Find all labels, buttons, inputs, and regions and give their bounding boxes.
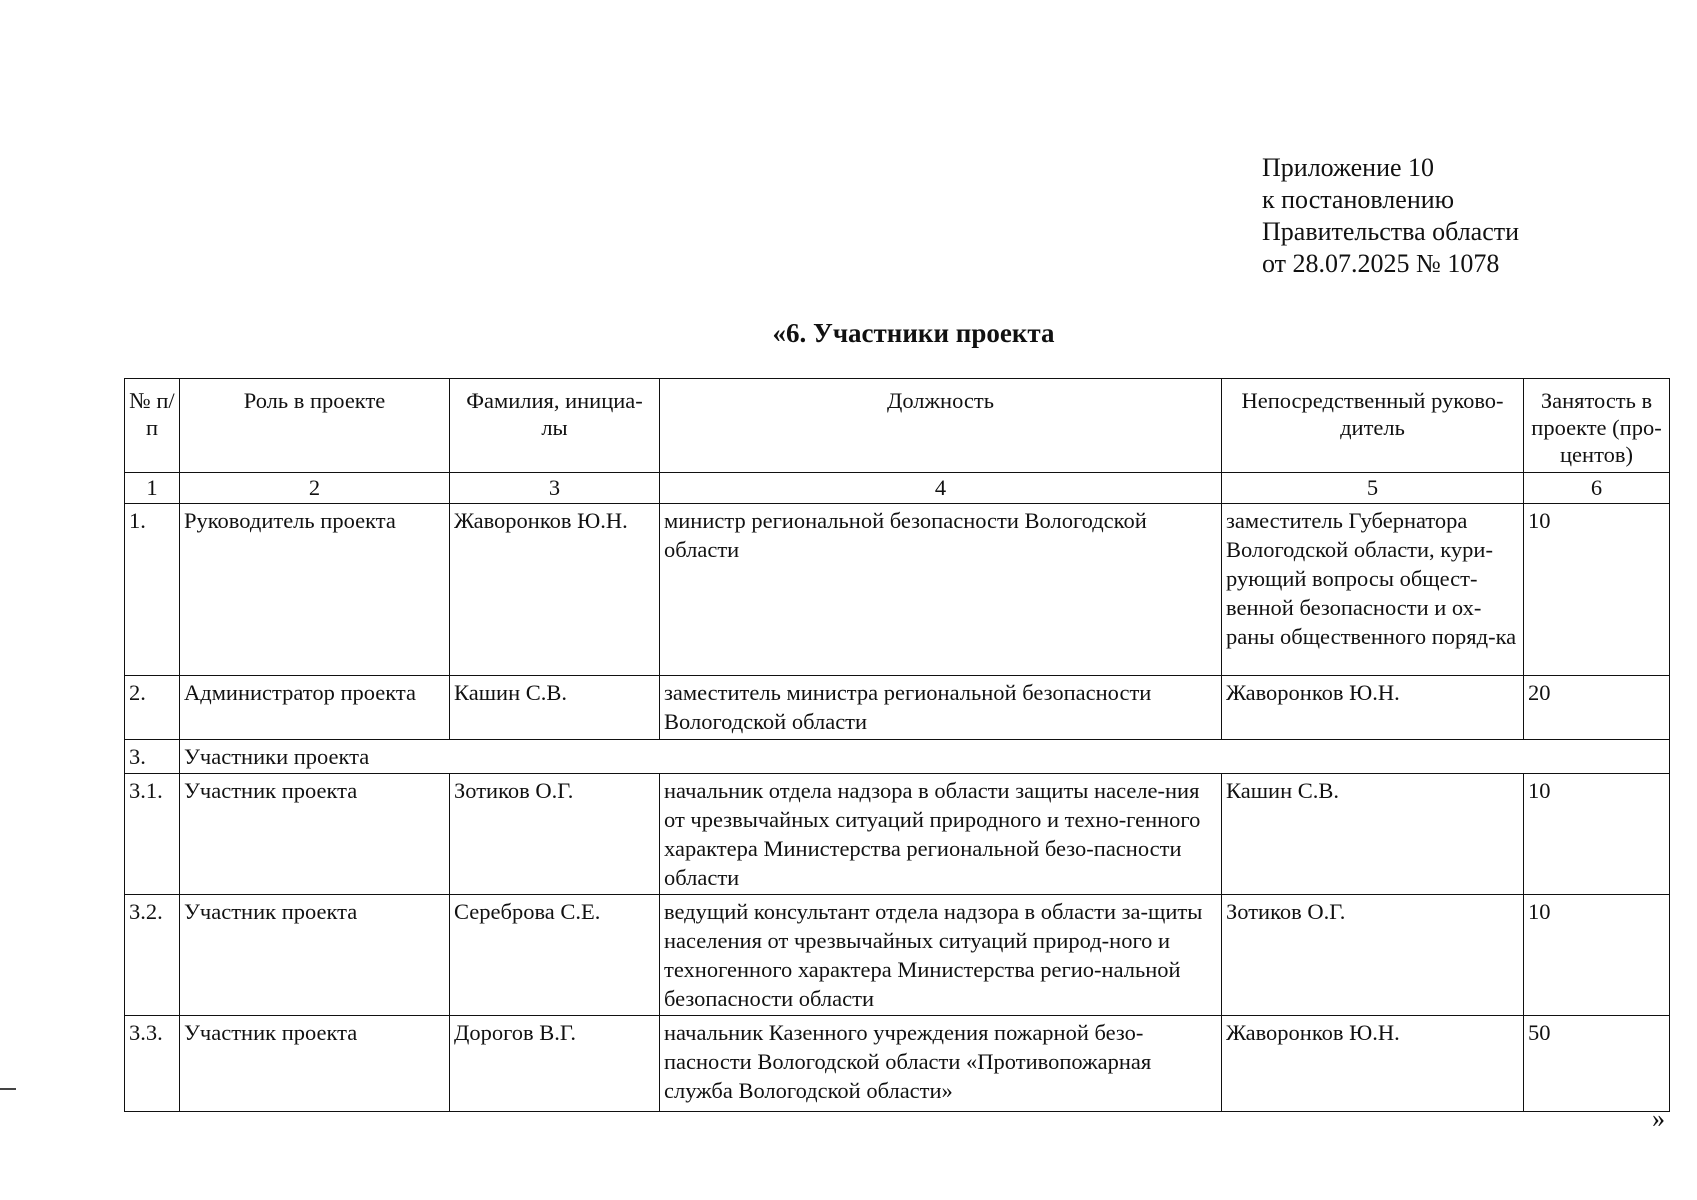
appendix-line-3: Правительства области [1262,217,1520,246]
section-label: Участники проекта [180,740,1670,774]
column-number: 1 [125,473,180,504]
row-supervisor: Кашин С.В. [1222,774,1524,895]
table-row [125,774,1670,895]
row-num: 3.2. [125,895,180,1016]
column-number: 6 [1524,473,1670,504]
appendix-line-1: Приложение 10 [1262,153,1435,182]
page-title: «6. Участники проекта [772,318,1055,348]
row-employment: 20 [1524,676,1670,740]
header-supervisor: Непосредственный руково-дитель [1222,379,1524,473]
row-num: 1. [125,504,180,676]
row-position: ведущий консультант отдела надзора в области за-щиты населения от чрезвычайных ситуаций природ-ного и техногенного характера Министерства регио-нальной безопасности области [660,895,1222,1016]
table-row [125,895,1670,1016]
table-row [125,676,1670,740]
column-number: 4 [660,473,1222,504]
row-role: Руководитель проекта [180,504,450,676]
row-num: 3.3. [125,1016,180,1112]
row-supervisor: Жаворонков Ю.Н. [1222,676,1524,740]
row-role: Участник проекта [180,1016,450,1112]
row-position: заместитель министра региональной безопасности Вологодской области [660,676,1222,740]
row-num: 3.1. [125,774,180,895]
row-supervisor: Зотиков О.Г. [1222,895,1524,1016]
row-position: начальник Казенного учреждения пожарной безо-пасности Вологодской области «Противопожарная служба Вологодской области» [660,1016,1222,1112]
column-number: 3 [450,473,660,504]
row-position: министр региональной безопасности Вологодской области [660,504,1222,676]
column-number: 5 [1222,473,1524,504]
row-name: Кашин С.В. [450,676,660,740]
scan-margin-mark [0,1088,16,1090]
header-name: Фамилия, инициа-лы [450,379,660,473]
row-employment: 10 [1524,504,1670,676]
row-role: Участник проекта [180,774,450,895]
row-name: Зотиков О.Г. [450,774,660,895]
closing-quote: » [1652,1104,1665,1133]
row-position: начальник отдела надзора в области защиты населе-ния от чрезвычайных ситуаций природного и техно-генного характера Министерства региональной безо-пасности области [660,774,1222,895]
row-supervisor: заместитель Губернатора Вологодской области, кури-рующий вопросы общест-венной безопасности и ох-раны общественного поряд-ка [1222,504,1524,676]
header-employment: Занятость в проекте (про-центов) [1524,379,1670,473]
row-role: Участник проекта [180,895,450,1016]
row-employment: 50 [1524,1016,1670,1112]
row-employment: 10 [1524,895,1670,1016]
appendix-line-4: от 28.07.2025 № 1078 [1262,249,1500,278]
row-supervisor: Жаворонков Ю.Н. [1222,1016,1524,1112]
row-name: Дорогов В.Г. [450,1016,660,1112]
row-num: 2. [125,676,180,740]
column-number: 2 [180,473,450,504]
participants-table [124,378,1670,1112]
row-name: Жаворонков Ю.Н. [450,504,660,676]
table-row [125,1016,1670,1112]
row-employment: 10 [1524,774,1670,895]
header-num: № п/п [125,379,180,473]
row-num: 3. [125,740,180,774]
header-position: Должность [660,379,1222,473]
header-role: Роль в проекте [180,379,450,473]
row-role: Администратор проекта [180,676,450,740]
row-name: Сереброва С.Е. [450,895,660,1016]
table-header-row [125,379,1670,473]
section-row [125,740,1670,774]
appendix-line-2: к постановлению [1262,185,1455,214]
table-row [125,504,1670,676]
appendix-block [1262,152,1519,280]
column-number-row [125,473,1670,504]
